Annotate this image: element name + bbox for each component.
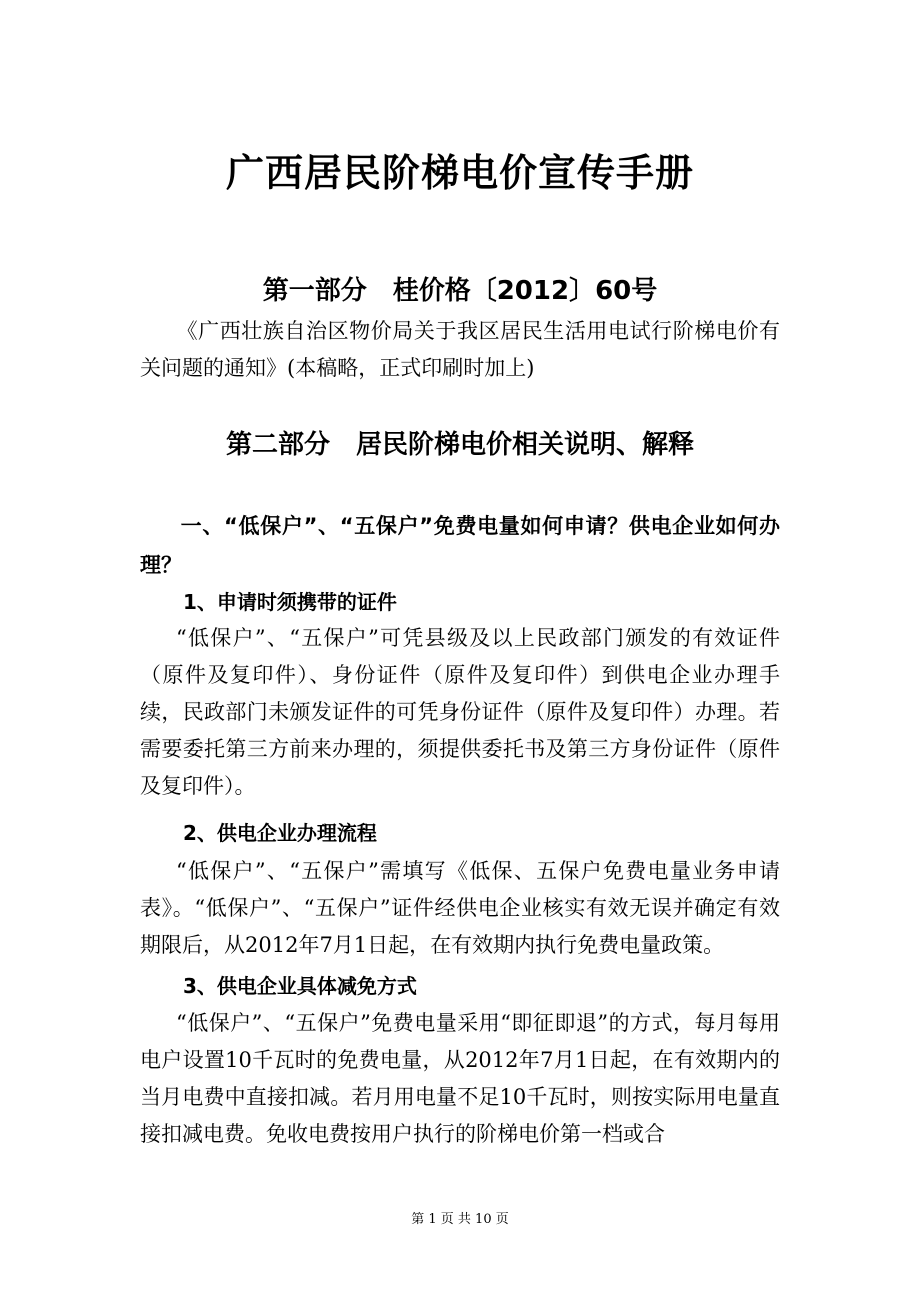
question-1 [140, 507, 780, 585]
part1-notice-text: 《广西壮族自治区物价局关于我区居民生活用电试行阶梯电价有关问题的通知》(本稿略，正式印刷时加上) [140, 319, 780, 380]
document-title: 广西居民阶梯电价宣传手册 [225, 151, 694, 195]
subsection-3-body [140, 1005, 780, 1153]
part2-heading: 第二部分 居民阶梯电价相关说明、解释 [225, 430, 694, 460]
question-1-text: 一、“低保户”、“五保户”免费电量如何申请？供电企业如何办理？ [140, 514, 780, 577]
subsection-2-text: “低保户”、“五保户”需填写《低保、五保户免费电量业务申请表》。“低保户”、“五保户”证件经供电企业核实有效无误并确定有效期限后，从2012年7月1日起，在有效期内执行免费电量政策。 [140, 859, 780, 957]
part1-heading: 第一部分 桂价格〔2012〕60号 [262, 276, 658, 306]
subsection-2-body [140, 853, 780, 964]
subsection-2-heading: 2、供电企业办理流程 [183, 821, 377, 845]
page-footer: 第 1 页 共 10 页 [411, 1212, 509, 1227]
subsection-3-heading: 3、供电企业具体减免方式 [183, 974, 417, 998]
subsection-1-body [140, 620, 780, 805]
subsection-1-text: “低保户”、“五保户”可凭县级及以上民政部门颁发的有效证件（原件及复印件）、身份证件（原件及复印件）到供电企业办理手续，民政部门未颁发证件的可凭身份证件（原件及复印件）办理。若需要委托第三方前来办理的，须提供委托书及第三方身份证件（原件及复印件）。 [140, 626, 780, 798]
part1-notice [140, 313, 780, 387]
subsection-1-heading: 1、申请时须携带的证件 [183, 590, 397, 614]
subsection-3-text: “低保户”、“五保户”免费电量采用“即征即退”的方式，每月每用电户设置10千瓦时的免费电量，从2012年7月1日起，在有效期内的当月电费中直接扣减。若月用电量不足10千瓦时，则按实际用电量直接扣减电费。免收电费按用户执行的阶梯电价第一档或合 [140, 1011, 780, 1146]
